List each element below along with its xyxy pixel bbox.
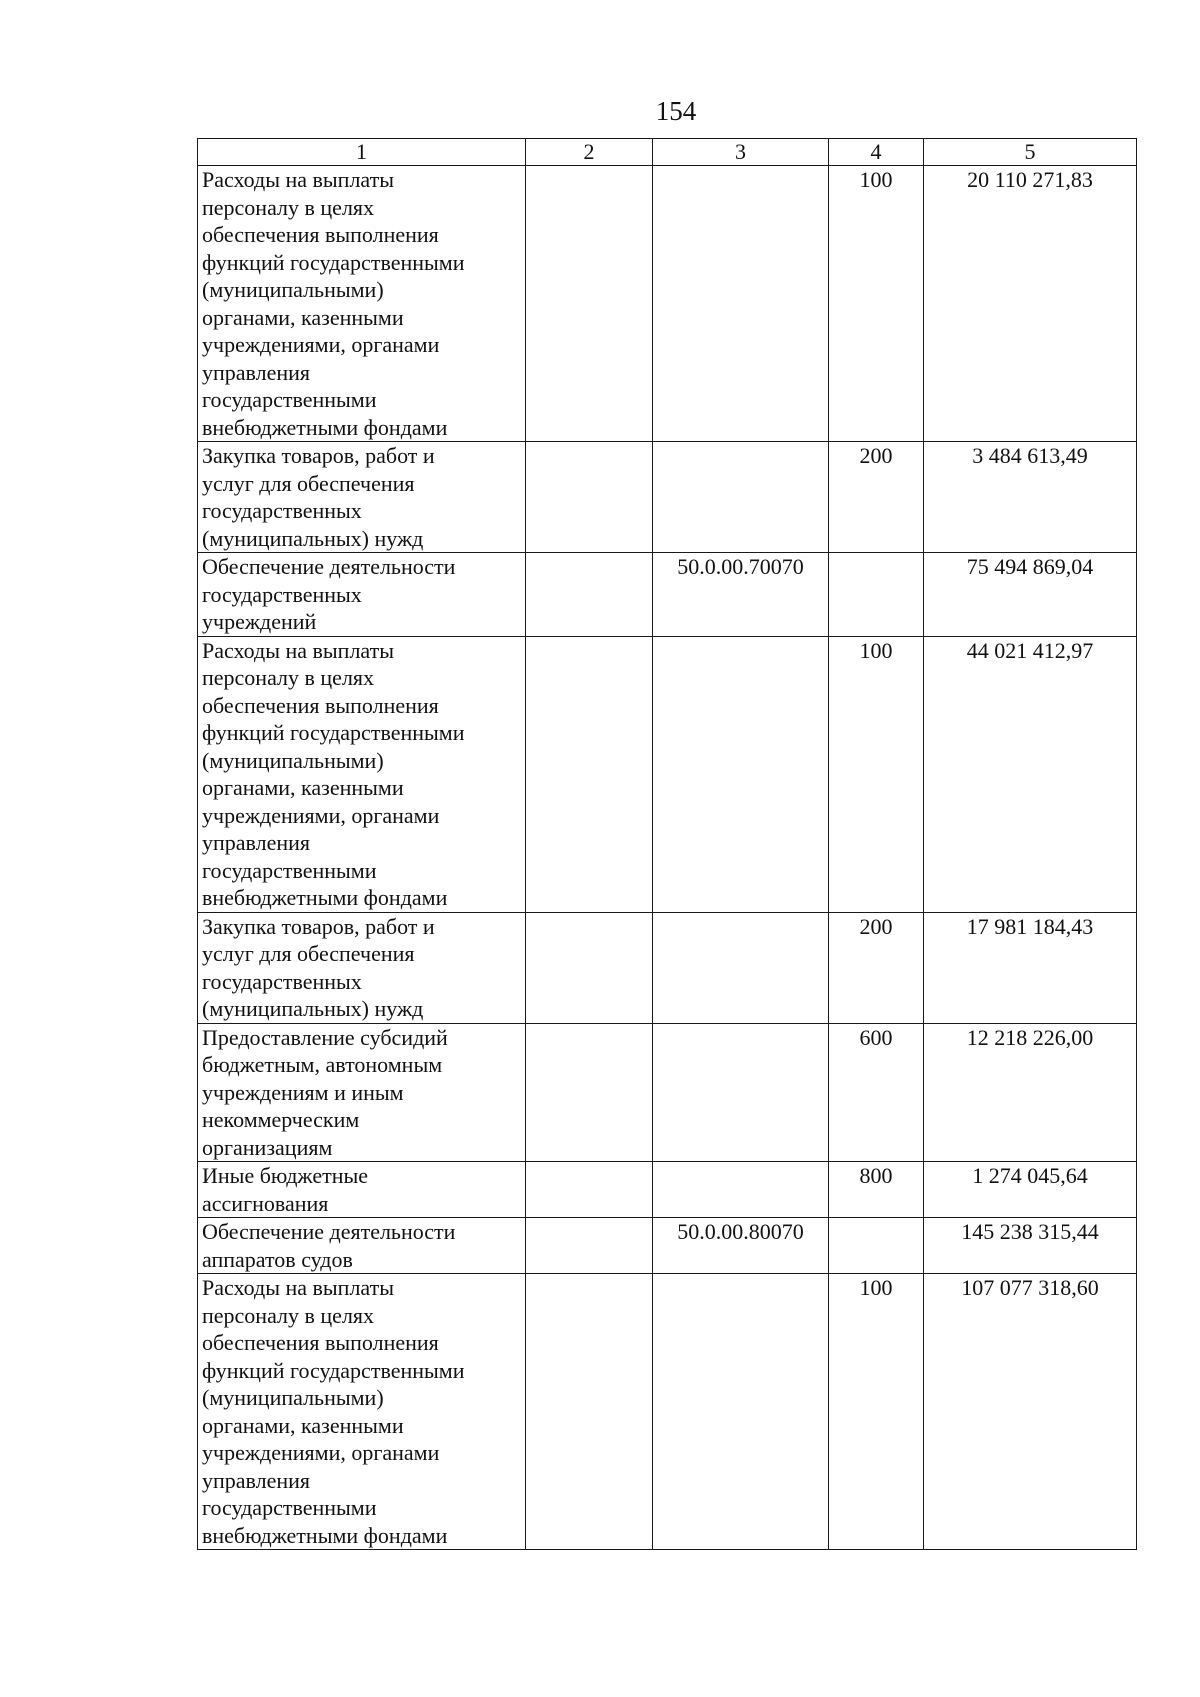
row-name-line: услуг для обеспечения [202,470,415,496]
row-name-line: обеспечения выполнения [202,692,439,718]
row-name-line: Закупка товаров, работ и [202,913,435,939]
table-row [198,1274,1137,1550]
row-name-line: Расходы на выплаты [202,1275,395,1300]
row-name-line: (муниципальными) [202,277,384,302]
row-col2-cell [526,1023,653,1162]
row-name-line: учреждениям и иным [202,1079,404,1105]
row-name-line: Закупка товаров, работ и [202,443,435,468]
row-name-line: функций государственными [202,720,465,745]
row-target-code-cell [653,636,829,912]
table-body [198,166,1137,1550]
row-name-line: аппаратов судов [202,1246,353,1272]
row-target-code-cell [653,442,829,553]
table-row [198,636,1137,912]
row-name-line: (муниципальных) нужд [202,996,424,1021]
row-name-line: внебюджетными фондами [202,885,448,910]
row-name-line: Расходы на выплаты [202,167,395,192]
row-col2-cell [526,912,653,1023]
header-col-2: 2 [526,139,653,166]
row-name-line: органами, казенными [202,304,404,330]
row-expense-type-cell: 600 [829,1023,924,1162]
header-col-3: 3 [653,139,829,166]
row-target-code-cell [653,1162,829,1218]
row-name-line: государственными [202,1495,377,1520]
row-name-line: Предоставление субсидий [202,1024,448,1050]
table-row [198,166,1137,442]
row-name-line: (муниципальных) нужд [202,525,424,551]
row-col2-cell [526,442,653,553]
row-target-code-cell: 50.0.00.70070 [653,553,829,637]
row-name-line: управления [202,1467,311,1493]
row-name-cell [198,166,526,442]
table-row [198,442,1137,553]
row-expense-type-cell: 200 [829,442,924,553]
row-name-line: обеспечения выполнения [202,1330,439,1355]
row-name-line: персоналу в целях [202,194,375,220]
row-name-line: (муниципальными) [202,1385,384,1410]
row-name-line: функций государственными [202,249,465,275]
row-amount-cell: 145 238 315,44 [924,1218,1137,1274]
row-name-line: персоналу в целях [202,665,375,690]
row-name-line: Иные бюджетные [202,1163,369,1188]
row-name-line: некоммерческим [202,1107,360,1132]
row-expense-type-cell [829,1218,924,1274]
row-expense-type-cell [829,553,924,637]
row-amount-cell: 3 484 613,49 [924,442,1137,553]
row-name-line: организациям [202,1134,333,1160]
row-name-cell [198,1162,526,1218]
row-name-cell [198,1218,526,1274]
row-amount-cell: 107 077 318,60 [924,1274,1137,1550]
row-col2-cell [526,1218,653,1274]
row-col2-cell [526,553,653,637]
row-col2-cell [526,636,653,912]
row-name-cell [198,636,526,912]
row-name-cell [198,912,526,1023]
row-name-line: услуг для обеспечения [202,941,415,966]
table-row [198,1218,1137,1274]
row-name-cell [198,1023,526,1162]
row-name-line: органами, казенными [202,1412,404,1438]
budget-table [197,138,1137,1550]
row-name-line: учреждений [202,609,317,634]
table-row [198,1162,1137,1218]
row-amount-cell: 75 494 869,04 [924,553,1137,637]
row-name-line: государственных [202,581,362,607]
page-number: 154 [655,96,697,126]
row-target-code-cell [653,1023,829,1162]
row-name-line: государственными [202,857,377,883]
row-name-line: управления [202,359,311,385]
row-col2-cell [526,1274,653,1550]
header-row [198,139,1137,166]
row-name-line: государственных [202,968,362,994]
row-amount-cell: 44 021 412,97 [924,636,1137,912]
row-name-line: Обеспечение деятельности [202,554,456,579]
row-name-line: обеспечения выполнения [202,222,439,247]
row-amount-cell: 1 274 045,64 [924,1162,1137,1218]
row-name-line: ассигнования [202,1190,329,1216]
row-name-line: учреждениями, органами [202,1440,440,1465]
row-name-line: внебюджетными фондами [202,1522,448,1548]
table-row [198,553,1137,637]
header-col-5: 5 [924,139,1137,166]
row-target-code-cell [653,1274,829,1550]
row-name-line: органами, казенными [202,775,404,800]
row-name-line: учреждениями, органами [202,332,440,357]
row-target-code-cell: 50.0.00.80070 [653,1218,829,1274]
row-expense-type-cell: 200 [829,912,924,1023]
row-expense-type-cell: 100 [829,166,924,442]
row-name-line: бюджетным, автономным [202,1052,443,1077]
row-name-cell [198,1274,526,1550]
row-name-line: внебюджетными фондами [202,414,448,440]
row-amount-cell: 20 110 271,83 [924,166,1137,442]
row-target-code-cell [653,166,829,442]
row-name-line: управления [202,830,311,855]
row-name-cell [198,442,526,553]
row-name-line: функций государственными [202,1357,465,1383]
row-amount-cell: 17 981 184,43 [924,912,1137,1023]
row-name-cell [198,553,526,637]
header-col-1: 1 [198,139,526,166]
row-name-line: учреждениями, органами [202,802,440,828]
row-amount-cell: 12 218 226,00 [924,1023,1137,1162]
row-name-line: государственными [202,387,377,412]
row-expense-type-cell: 100 [829,1274,924,1550]
row-expense-type-cell: 800 [829,1162,924,1218]
table-row [198,1023,1137,1162]
row-name-line: Обеспечение деятельности [202,1219,456,1244]
row-col2-cell [526,166,653,442]
header-col-4: 4 [829,139,924,166]
row-name-line: персоналу в целях [202,1302,375,1328]
row-target-code-cell [653,912,829,1023]
row-col2-cell [526,1162,653,1218]
row-name-line: Расходы на выплаты [202,637,395,663]
row-expense-type-cell: 100 [829,636,924,912]
row-name-line: государственных [202,498,362,523]
table-row [198,912,1137,1023]
row-name-line: (муниципальными) [202,747,384,773]
